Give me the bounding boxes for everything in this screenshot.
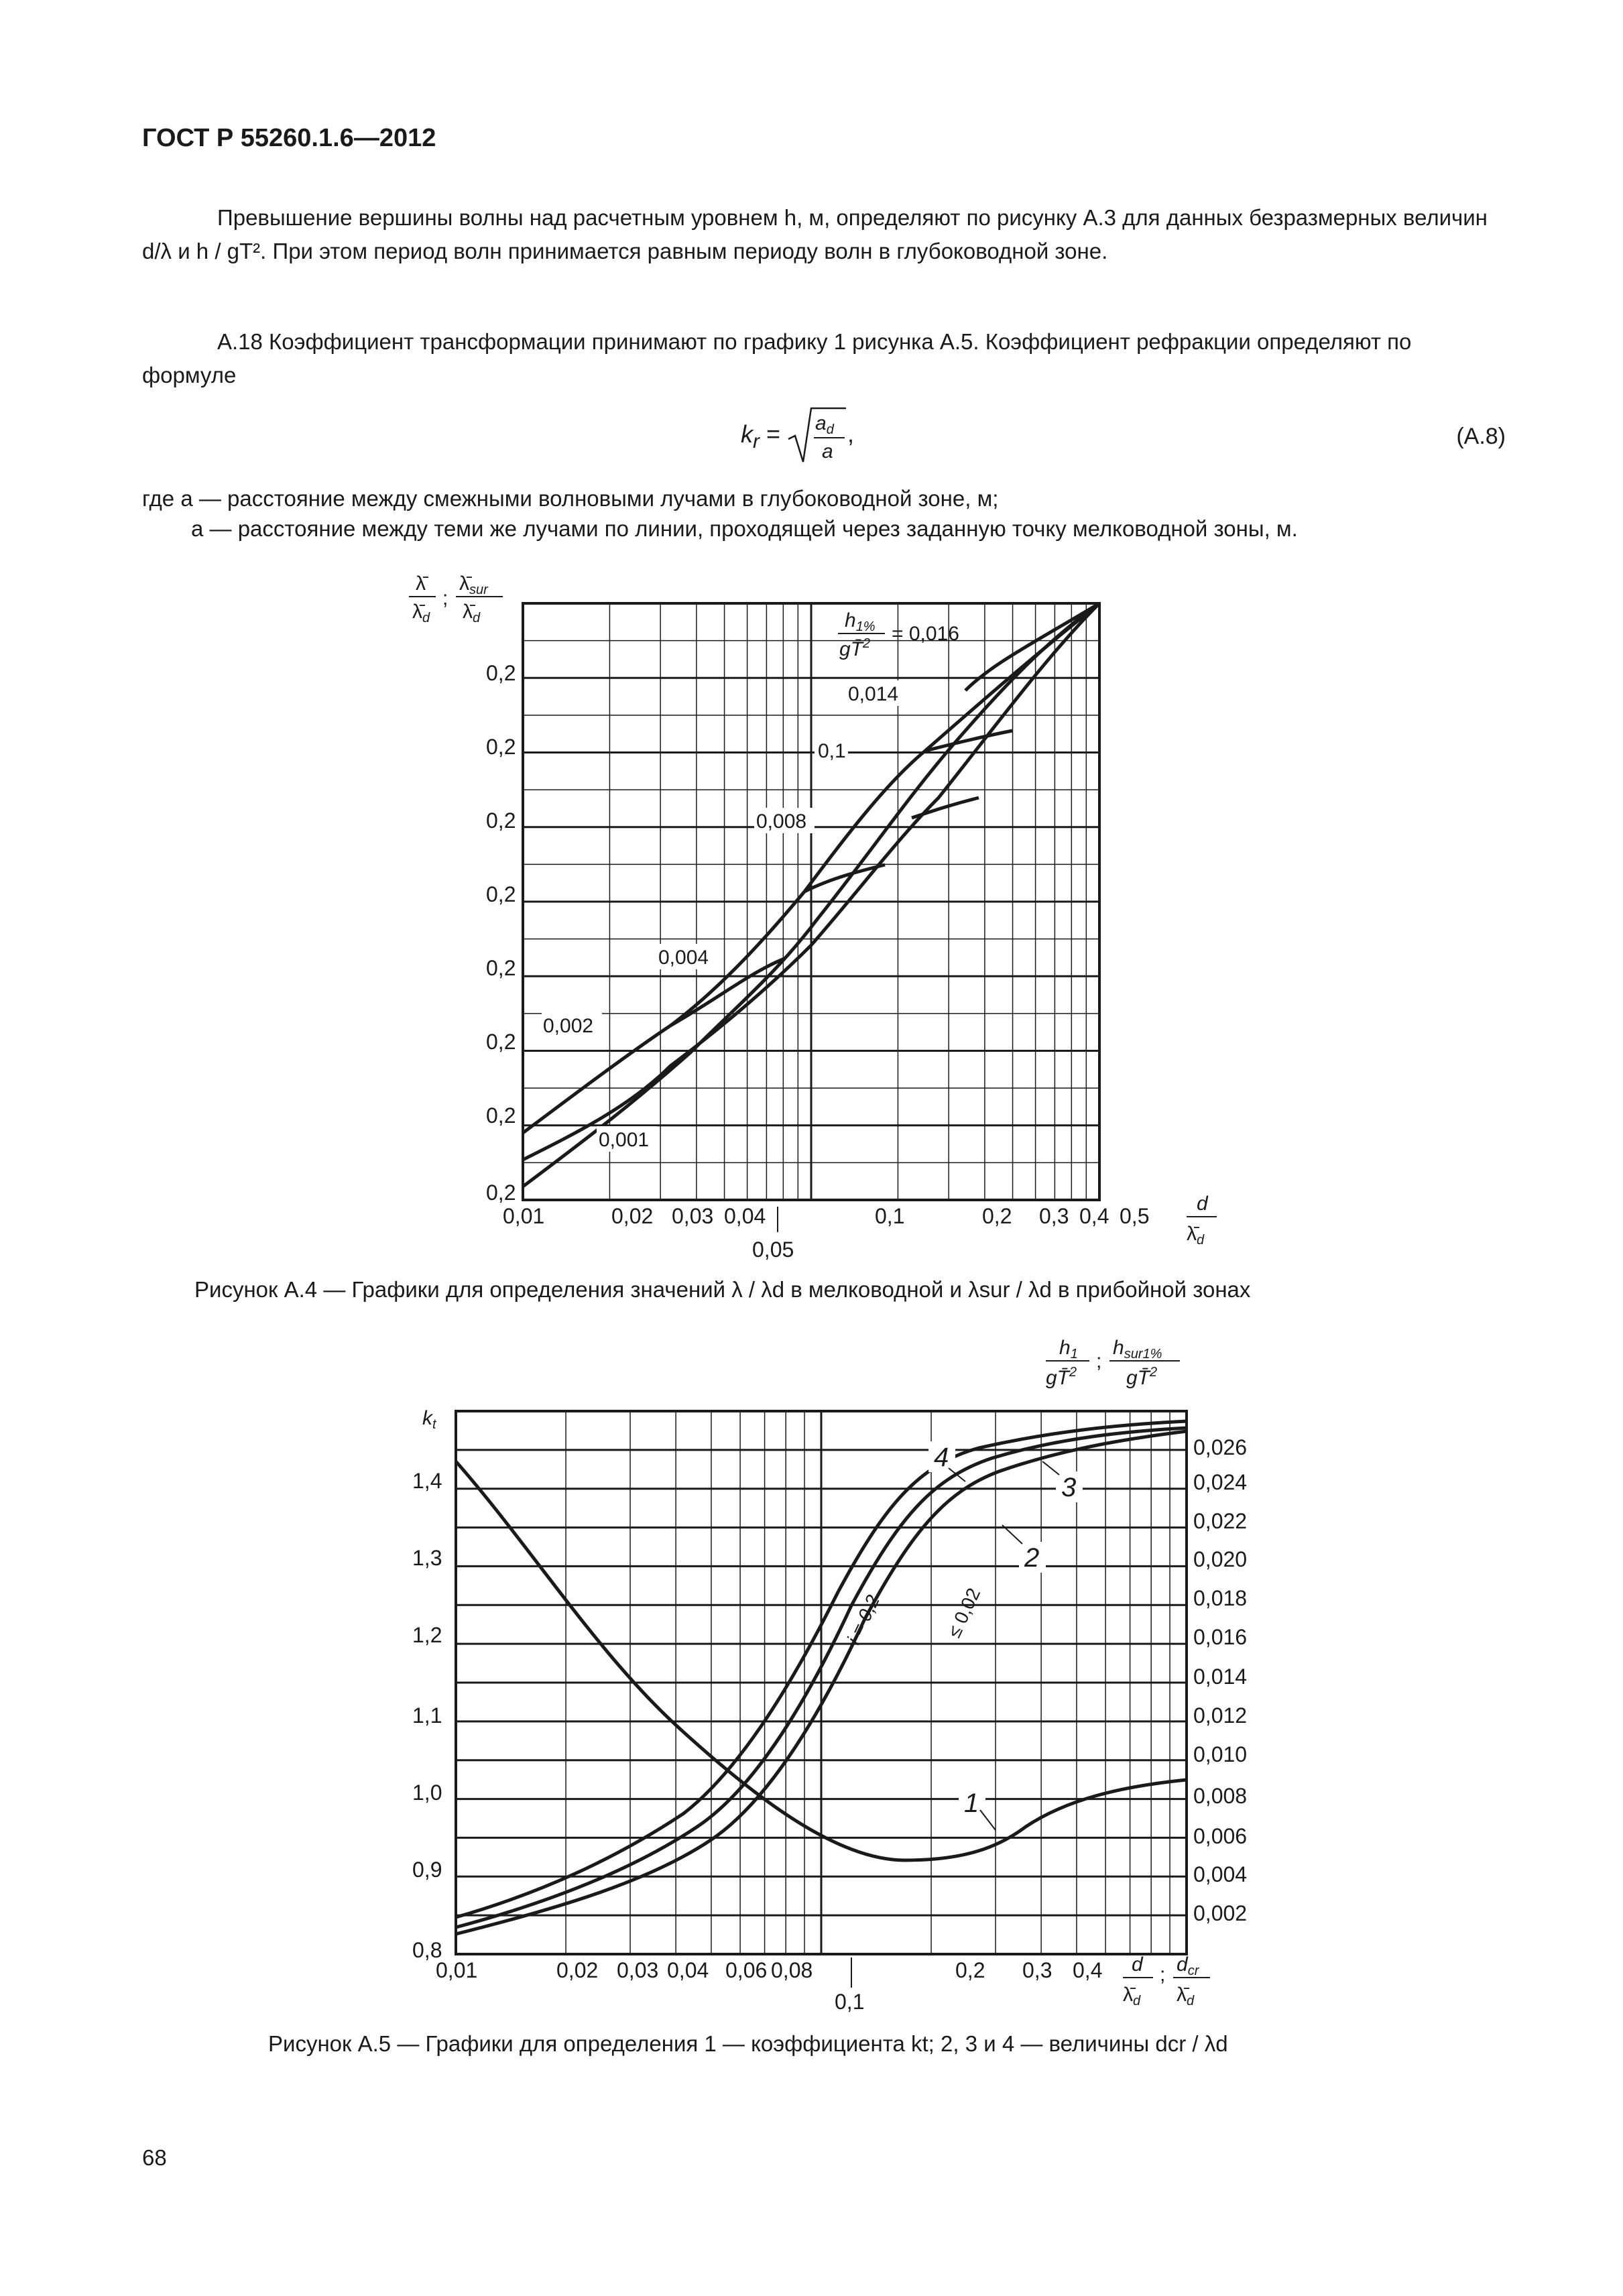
figure-a5-caption: Рисунок А.5 — Графики для определения 1 — коэффициента kt; 2, 3 и 4 — величины dcr / λd — [268, 2031, 1228, 2056]
figure-a4-grid — [523, 603, 1099, 1200]
svg-text:0,03: 0,03 — [617, 1958, 659, 1982]
svg-text:0,004: 0,004 — [658, 947, 709, 969]
svg-text:0,010: 0,010 — [1193, 1742, 1248, 1766]
figure-a5-slope-labels — [843, 1585, 984, 1647]
svg-text:1,0: 1,0 — [412, 1780, 442, 1805]
figure-a4-chart — [375, 556, 1247, 1280]
formula-kr: $k_r$ = $a_d$ a , — [741, 406, 854, 466]
svg-text:0,1: 0,1 — [835, 1990, 865, 2014]
svg-text:dcr: $d_{cr}$ — [1177, 1953, 1199, 1978]
svg-text:λ̄d: $\lambdā_d$ — [412, 601, 430, 625]
svg-text:0,002: 0,002 — [1193, 1901, 1248, 1925]
svg-text:1,1: 1,1 — [412, 1703, 442, 1728]
svg-text:0,02: 0,02 — [556, 1958, 599, 1982]
svg-text:λ̄d: $\lambdā_d$ — [1177, 1984, 1195, 2008]
figure-a4-ytick: 0,2 — [486, 735, 516, 759]
figure-a4-xaxis-label — [1187, 1193, 1217, 1248]
svg-text:0,3: 0,3 — [1022, 1958, 1053, 1982]
svg-text:0,04: 0,04 — [667, 1958, 709, 1982]
figure-a4-ytick: 0,2 — [486, 1181, 516, 1205]
svg-text:hsur1%: $h_{sur1\%}$ — [1113, 1337, 1162, 1362]
svg-text:0,014: 0,014 — [1193, 1665, 1248, 1689]
figure-a4-yaxis-label — [409, 572, 503, 625]
svg-text:1,3: 1,3 — [412, 1546, 442, 1570]
svg-text:h1%: $h_{1\%}$ — [845, 609, 876, 634]
svg-text:;: ; — [1096, 1350, 1102, 1372]
page-number: 68 — [142, 2145, 167, 2170]
svg-text:h1: $h_1$ — [1059, 1337, 1078, 1362]
figure-a4-xtick: 0,1 — [875, 1204, 905, 1228]
where-line-1: где a — расстояние между смежными волновыми лучами в глубоководной зоне, м; — [142, 486, 999, 511]
svg-text:0,4: 0,4 — [1073, 1958, 1103, 1982]
figure-a4-xticks — [503, 1204, 1149, 1262]
figure-a4-xtick: 0,2 — [982, 1204, 1012, 1228]
svg-text:1,2: 1,2 — [412, 1623, 442, 1647]
figure-a4-xtick: 0,01 — [503, 1204, 545, 1228]
svg-text:λ̄d: $\lambdā_d$ — [1123, 1984, 1141, 2008]
figure-a4-h1-label — [838, 609, 959, 660]
figure-a4-xtick: 0,03 — [672, 1204, 714, 1228]
svg-text:a: a — [822, 440, 833, 463]
svg-text:0,9: 0,9 — [412, 1858, 442, 1882]
svg-text:ad: $a_d$ — [815, 412, 834, 437]
svg-text:1,4: 1,4 — [412, 1469, 442, 1493]
figure-a5-xaxis-label — [1123, 1953, 1210, 2008]
figure-a4-xtick: 0,02 — [611, 1204, 654, 1228]
svg-text:0,001: 0,001 — [599, 1129, 650, 1151]
svg-text:0,8: 0,8 — [412, 1938, 442, 1962]
figure-a4-ytick: 0,2 — [486, 661, 516, 685]
svg-text:0,008: 0,008 — [756, 810, 807, 833]
figure-a5-chart — [396, 1331, 1287, 2031]
standard-header: ГОСТ Р 55260.1.6—2012 — [142, 124, 436, 152]
svg-text:0,008: 0,008 — [1193, 1784, 1248, 1808]
figure-a5-right-axis-label — [1046, 1337, 1180, 1389]
svg-text:= 0,016: = 0,016 — [892, 623, 959, 645]
figure-a5-curve-label-4: 4 — [934, 1443, 949, 1472]
svg-text:λ̄sur: $\lambdā_{sur}$ — [459, 572, 488, 597]
figure-a4-xtick: 0,4 — [1079, 1204, 1109, 1228]
figure-a4-xtick: 0,5 — [1120, 1204, 1150, 1228]
figure-a4-ytick: 0,2 — [486, 956, 516, 980]
figure-a4-ytick: 0,2 — [486, 1030, 516, 1054]
where-line-2: a — расстояние между теми же лучами по линии, проходящей через заданную точку мелководной зоны, м. — [191, 516, 1298, 541]
svg-text:λ̄: λ̄ — [416, 572, 426, 595]
svg-text:d: d — [1197, 1193, 1208, 1215]
figure-a4-ytick: 0,2 — [486, 882, 516, 906]
figure-a4-ytick: 0,2 — [486, 808, 516, 833]
figure-a4-xtick: 0,04 — [724, 1204, 766, 1228]
svg-text:0,020: 0,020 — [1193, 1547, 1248, 1571]
svg-text:d: d — [1132, 1953, 1143, 1976]
svg-text:≤ 0,02: ≤ 0,02 — [943, 1585, 985, 1641]
figure-a5-kt-label: $k_t$ — [422, 1407, 436, 1432]
paragraph-wave-crest: Превышение вершины волны над расчетным уровнем h, м, определяют по рисунку А.3 для данных безразмерных величин d/λ и h / gT². При этом период волн принимается равным периоду волн в глубоководной зоне. — [142, 205, 1488, 263]
svg-text:0,016: 0,016 — [1193, 1625, 1248, 1649]
svg-text:0,004: 0,004 — [1193, 1862, 1248, 1886]
svg-text:0,014: 0,014 — [848, 683, 899, 705]
svg-text:0,026: 0,026 — [1193, 1435, 1248, 1459]
figure-a4-xtick: 0,05 — [752, 1237, 794, 1262]
svg-text:0,06: 0,06 — [725, 1958, 768, 1982]
svg-text:0,1: 0,1 — [818, 740, 846, 762]
svg-text:0,006: 0,006 — [1193, 1824, 1248, 1848]
figure-a4-xtick: 0,3 — [1039, 1204, 1069, 1228]
svg-text:λ̄d: $\lambdā_d$ — [463, 601, 481, 625]
svg-text:0,01: 0,01 — [436, 1958, 478, 1982]
svg-text:0,012: 0,012 — [1193, 1703, 1248, 1728]
figure-a5-yticks-left — [412, 1469, 442, 1962]
figure-a4-ytick: 0,2 — [486, 1103, 516, 1128]
svg-text:0,08: 0,08 — [771, 1958, 813, 1982]
figure-a5-curve-label-1: 1 — [964, 1789, 979, 1818]
svg-text:i = 0,2: i = 0,2 — [843, 1591, 884, 1648]
figure-a5-xticks — [436, 1957, 1102, 2014]
svg-text:;: ; — [442, 587, 448, 609]
svg-text:;: ; — [1160, 1963, 1166, 1986]
svg-text:gT̄2: gT̄$^2$ — [1046, 1365, 1077, 1389]
figure-a5-curve-label-3: 3 — [1061, 1473, 1077, 1502]
svg-text:λ̄d: $\lambdā_d$ — [1187, 1223, 1205, 1248]
svg-text:0,002: 0,002 — [543, 1015, 594, 1037]
figure-a5-yticks-right — [1193, 1435, 1247, 1925]
figure-a4-yticks — [486, 661, 516, 1205]
svg-text:gT̄2: gT̄$^2$ — [1126, 1365, 1158, 1389]
svg-text:0,024: 0,024 — [1193, 1470, 1248, 1494]
svg-text:gT̄2: gT̄$^2$ — [839, 636, 871, 660]
formula-number: (А.8) — [1456, 424, 1506, 449]
svg-text:0,018: 0,018 — [1193, 1586, 1248, 1610]
figure-a4-caption: Рисунок А.4 — Графики для определения значений λ / λd в мелководной и λsur / λd в прибойной зонах — [194, 1277, 1251, 1302]
figure-a5-curve-label-2: 2 — [1024, 1543, 1040, 1573]
svg-text:0,022: 0,022 — [1193, 1509, 1248, 1533]
svg-text:0,2: 0,2 — [955, 1958, 985, 1982]
paragraph-a18: А.18 Коэффициент трансформации принимают по графику 1 рисунка А.5. Коэффициент рефракции определяют по формуле — [142, 329, 1412, 387]
